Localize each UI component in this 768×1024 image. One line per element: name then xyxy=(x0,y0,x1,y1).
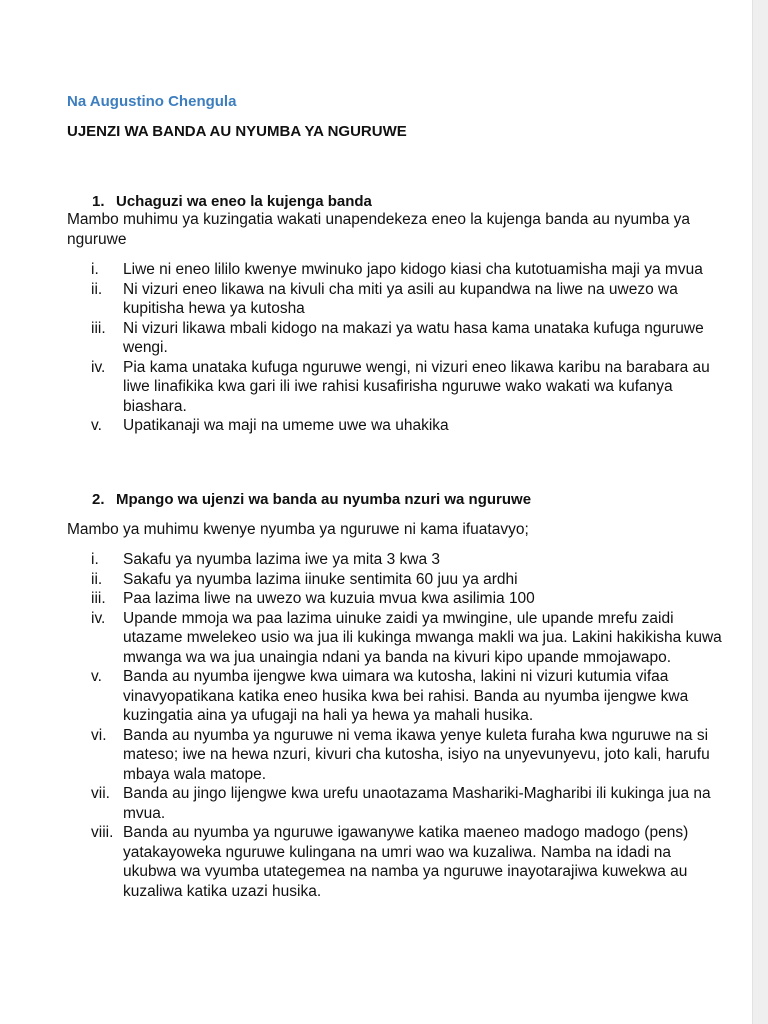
list-item xyxy=(67,609,727,668)
list-item xyxy=(67,280,727,319)
list-item xyxy=(67,550,727,570)
list-item-number: iv. xyxy=(91,609,106,627)
list-item-number: ii. xyxy=(91,570,103,588)
list-item xyxy=(67,358,727,417)
list-item xyxy=(67,416,727,436)
list-item-text: Sakafu ya nyumba lazima iwe ya mita 3 kwa 3 xyxy=(123,551,441,568)
list-item-text: Banda au nyumba ya nguruwe ni vema ikawa yenye kuleta furaha kwa nguruwe na si mateso; iwe na hewa nzuri, kivuri cha kutosha, isiyo na unyevunyevu, joto kali, harufu mbaya wala matope. xyxy=(123,726,710,783)
list-item-number: vii. xyxy=(91,785,110,802)
list-item-number: ii. xyxy=(91,280,103,298)
list-item-text: Upatikanaji wa maji na umeme uwe wa uhakika xyxy=(123,417,449,434)
list-item-number: viii. xyxy=(91,824,114,841)
list-item-text: Banda au nyumba ya nguruwe igawanywe katika maeneo madogo madogo (pens) yatakayoweka nguruwe kulingana na umri wao wa kuzaliwa. Namba na idadi na ukubwa wa vyumba utategemea na namba ya nguruwe inayotarajiwa kuwekwa au kuzaliwa katika uzazi husika. xyxy=(123,824,689,900)
list-item-text: Banda au nyumba ijengwe kwa uimara wa kutosha, lakini ni vizuri kutumia vifaa vinavyopatikana katika eneo husika kwa bei rahisi. Banda au nyumba ijengwe kwa kuzingatia aina ya ufugaji na hali ya hewa ya mahali husika. xyxy=(123,668,689,724)
section-2-heading-text: Mpango wa ujenzi wa banda au nyumba nzuri wa nguruwe xyxy=(116,491,532,508)
list-item xyxy=(67,726,727,785)
list-item-number: iv. xyxy=(91,358,106,376)
list-item-number: v. xyxy=(91,417,102,434)
list-item-text: Liwe ni eneo lililo kwenye mwinuko japo kidogo kiasi cha kutotuamisha maji ya mvua xyxy=(123,261,703,278)
list-item xyxy=(67,784,727,823)
list-item-text: Ni vizuri eneo likawa na kivuli cha miti ya asili au kupandwa na liwe na uwezo wa kupitisha hewa ya kutosha xyxy=(123,280,678,317)
page-edge xyxy=(752,0,768,1024)
list-item-number: iii. xyxy=(91,590,106,607)
list-item xyxy=(67,319,727,358)
list-item-number: i. xyxy=(91,261,99,278)
list-item xyxy=(67,823,727,901)
list-item xyxy=(67,570,727,590)
list-item-text: Sakafu ya nyumba lazima iinuke sentimita 60 juu ya ardhi xyxy=(123,570,518,588)
document-title: UJENZI WA BANDA AU NYUMBA YA NGURUWE xyxy=(67,123,407,140)
section-1-intro: Mambo muhimu ya kuzingatia wakati unapendekeza eneo la kujenga banda au nyumba ya nguruwe xyxy=(67,211,690,248)
list-item-text: Pia kama unataka kufuga nguruwe wengi, ni vizuri eneo likawa karibu na barabara au liwe linafikika kwa gari ili iwe rahisi kusafirisha nguruwe wako wakati wa kufanya biashara. xyxy=(123,358,710,415)
section-2-heading xyxy=(92,491,531,508)
list-item-number: vi. xyxy=(91,726,107,744)
list-item-text: Banda au jingo lijengwe kwa urefu unaotazama Mashariki-Magharibi ili kukinga jua na mvua. xyxy=(123,785,711,822)
list-item-text: Paa lazima liwe na uwezo wa kuzuia mvua kwa asilimia 100 xyxy=(123,590,535,607)
list-item-number: iii. xyxy=(91,319,106,337)
section-1-number: 1. xyxy=(92,193,105,210)
section-1-heading-text: Uchaguzi wa eneo la kujenga banda xyxy=(116,193,372,210)
section-2-list xyxy=(67,550,727,901)
list-item xyxy=(67,260,727,280)
section-2-number: 2. xyxy=(92,491,105,508)
list-item-text: Upande mmoja wa paa lazima uinuke zaidi ya mwingine, ule upande mrefu zaidi utazame mwelekeo usio wa jua ili kukinga mwanga makli wa jua. Lakini hakikisha kuwa mwanga wa wa jua unaingia ndani ya banda na kivuri kipo upande mmojawapo. xyxy=(123,609,722,666)
list-item-number: i. xyxy=(91,551,99,568)
list-item-text: Ni vizuri likawa mbali kidogo na makazi ya watu hasa kama unataka kufuga nguruwe wengi. xyxy=(123,319,704,356)
list-item xyxy=(67,589,727,609)
section-1-heading xyxy=(92,193,372,210)
list-item-number: v. xyxy=(91,668,102,685)
section-2-intro: Mambo ya muhimu kwenye nyumba ya nguruwe ni kama ifuatavyo; xyxy=(67,521,529,538)
author-byline: Na Augustino Chengula xyxy=(67,93,237,110)
list-item xyxy=(67,667,727,726)
section-1-list xyxy=(67,260,727,436)
